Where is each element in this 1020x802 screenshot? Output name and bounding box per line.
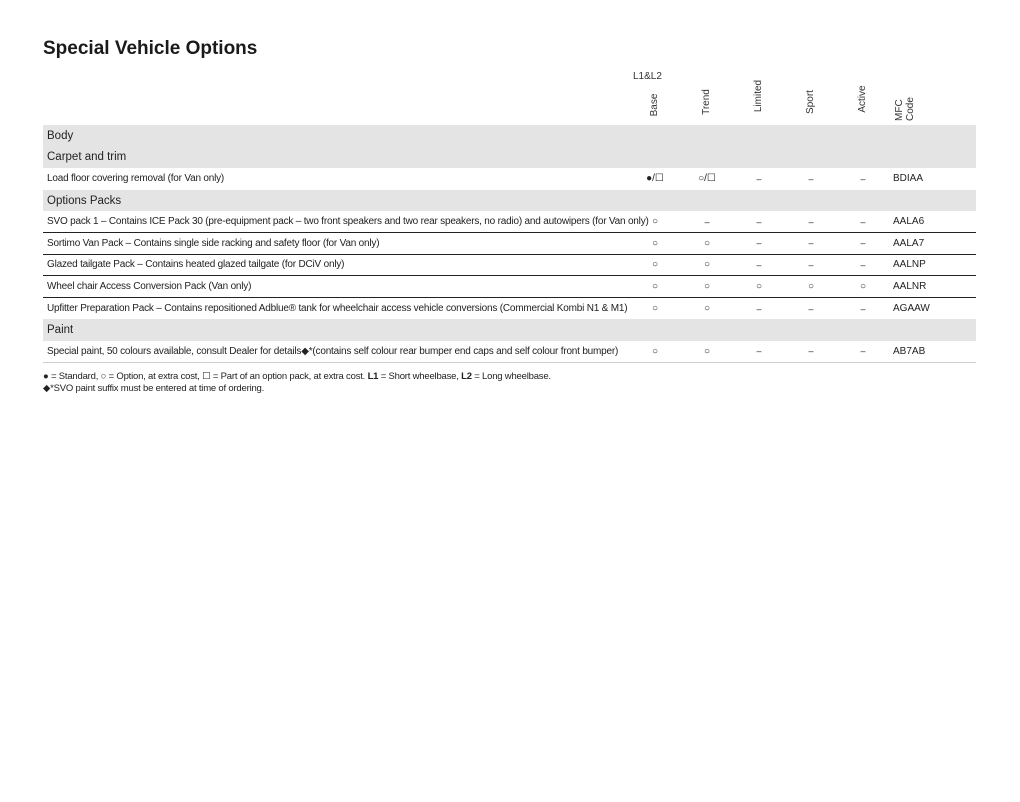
table-row xyxy=(43,211,976,233)
section-label: Body xyxy=(47,129,74,142)
column-header-mfc-code: Code xyxy=(905,97,916,121)
legend-footnote xyxy=(43,371,551,382)
table-row xyxy=(43,233,976,255)
trim-cell-sport: – xyxy=(808,259,814,270)
svo-paint-footnote: ◆*SVO paint suffix must be entered at time of ordering. xyxy=(43,383,265,394)
mfc-code-cell: AALA7 xyxy=(893,237,925,249)
l1-text: = Short wheelbase, xyxy=(378,371,462,382)
trim-cell-sport: – xyxy=(808,303,814,314)
trim-cell-base: ○ xyxy=(651,345,659,357)
trim-cell-limited: – xyxy=(756,238,762,249)
trim-cell-trend: ○ xyxy=(703,345,711,357)
trim-cell-trend: ○ xyxy=(703,303,711,315)
section-row xyxy=(43,147,976,169)
mfc-code-cell: AALA6 xyxy=(893,216,925,228)
trim-cell-base: ○ xyxy=(651,237,659,249)
trim-cell-active: – xyxy=(860,346,866,357)
trim-cell-limited: – xyxy=(756,173,762,184)
column-header-label: Limited xyxy=(753,79,764,113)
wheelbase-group-label: L1&L2 xyxy=(633,71,662,82)
pack-text: = Part of an option pack, at extra cost. xyxy=(210,371,368,382)
trim-cell-sport: – xyxy=(808,346,814,357)
column-header-label: Active xyxy=(857,85,868,113)
trim-cell-active: – xyxy=(860,216,866,227)
trim-cell-limited: – xyxy=(756,303,762,314)
page-title: Special Vehicle Options xyxy=(43,38,258,59)
section-row xyxy=(43,190,976,212)
trim-cell-active: – xyxy=(860,173,866,184)
pack-symbol: ☐ xyxy=(202,371,211,382)
table-row xyxy=(43,298,976,320)
trim-cell-sport: – xyxy=(808,173,814,184)
trim-cell-trend: ○ xyxy=(703,280,711,292)
option-label: Glazed tailgate Pack – Contains heated glazed tailgate (for DCiV only) xyxy=(47,259,345,271)
options-table xyxy=(43,125,976,363)
table-row xyxy=(43,341,976,363)
section-row xyxy=(43,319,976,341)
column-header-base xyxy=(629,84,681,124)
trim-cell-base: ○ xyxy=(651,216,659,228)
option-label: Special paint, 50 colours available, consult Dealer for details◆*(contains self colour rear bumper end caps and self colour front bumper) xyxy=(47,345,619,357)
l2-text: = Long wheelbase. xyxy=(471,371,551,382)
trim-cell-sport: – xyxy=(808,216,814,227)
trim-cell-limited: ○ xyxy=(755,280,763,292)
option-label: Sortimo Van Pack – Contains single side racking and safety floor (for Van only) xyxy=(47,237,380,249)
mfc-code-cell: AB7AB xyxy=(893,345,926,357)
column-header-mfc-code: MFC xyxy=(894,99,905,121)
mfc-code-cell: AALNP xyxy=(893,259,926,271)
option-label: Wheel chair Access Conversion Pack (Van only) xyxy=(47,280,252,292)
section-label: Carpet and trim xyxy=(47,151,127,164)
trim-cell-trend: – xyxy=(704,216,710,227)
standard-text: = Standard, xyxy=(48,371,101,382)
option-label: SVO pack 1 – Contains ICE Pack 30 (pre-equipment pack – two front speakers and two rear speakers, no radio) and autowipers (for Van only) xyxy=(47,216,649,228)
trim-cell-trend: ○ xyxy=(703,237,711,249)
trim-cell-base: ○ xyxy=(651,303,659,315)
option-label: Load floor covering removal (for Van only) xyxy=(47,173,225,185)
trim-cell-trend: ○/☐ xyxy=(698,173,716,185)
trim-cell-active: – xyxy=(860,238,866,249)
trim-cell-trend: ○ xyxy=(703,259,711,271)
column-header-label: Sport xyxy=(805,90,816,114)
column-header-sport xyxy=(785,84,837,124)
section-row xyxy=(43,125,976,147)
l2-label: L2 xyxy=(461,371,472,382)
option-text: = Option, at extra cost, xyxy=(106,371,203,382)
trim-cell-limited: – xyxy=(756,216,762,227)
trim-cell-sport: – xyxy=(808,238,814,249)
section-label: Options Packs xyxy=(47,194,122,207)
trim-cell-active: ○ xyxy=(859,280,867,292)
column-header-limited xyxy=(733,79,785,124)
column-header-active xyxy=(837,84,889,124)
option-label: Upfitter Preparation Pack – Contains repositioned Adblue® tank for wheelchair access vehicle conversions (Commercial Kombi N1 & M1) xyxy=(47,303,628,315)
mfc-code-cell: BDIAA xyxy=(893,173,924,185)
trim-cell-base: ○ xyxy=(651,259,659,271)
l1-label: L1 xyxy=(367,371,379,382)
mfc-code-cell: AGAAW xyxy=(893,303,930,315)
mfc-code-cell: AALNR xyxy=(893,280,927,292)
option-symbol: ○ xyxy=(100,371,107,382)
trim-cell-limited: – xyxy=(756,346,762,357)
table-row xyxy=(43,255,976,277)
table-row xyxy=(43,276,976,298)
section-label: Paint xyxy=(47,324,74,337)
column-header-label: Trend xyxy=(701,89,712,115)
trim-cell-limited: – xyxy=(756,259,762,270)
column-header-trend xyxy=(681,84,733,124)
trim-cell-active: – xyxy=(860,259,866,270)
trim-cell-sport: ○ xyxy=(807,280,815,292)
standard-symbol: ● xyxy=(43,371,49,382)
trim-cell-base: ○ xyxy=(651,280,659,292)
trim-cell-active: – xyxy=(860,303,866,314)
column-header-label: Base xyxy=(649,93,660,117)
table-row xyxy=(43,168,976,190)
trim-cell-base: ●/☐ xyxy=(646,173,664,185)
